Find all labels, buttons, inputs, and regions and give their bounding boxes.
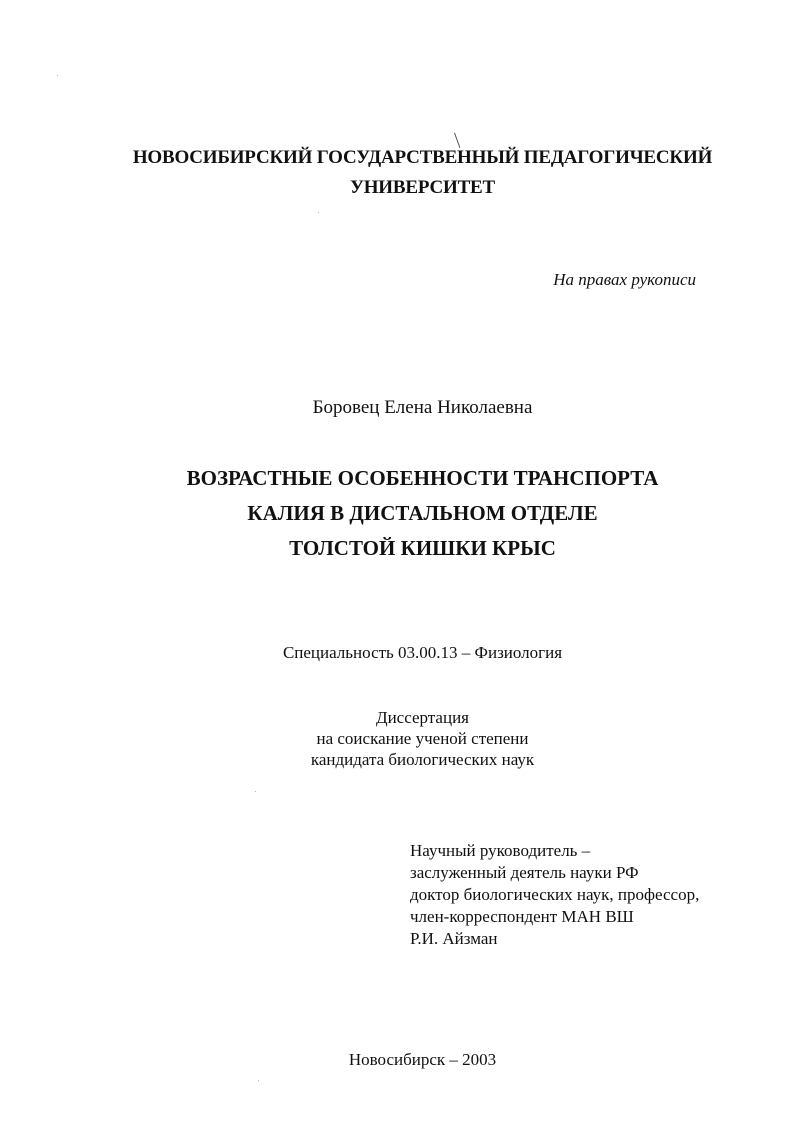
author-name: Боровец Елена Николаевна xyxy=(312,397,533,418)
institution-header xyxy=(0,143,793,203)
thesis-title xyxy=(0,461,793,566)
supervisor-block xyxy=(410,840,750,950)
specialty-line: Специальность 03.00.13 – Физиология xyxy=(282,643,563,662)
thesis-line-2: на соискание ученой степени xyxy=(316,729,529,748)
manuscript-note: На правах рукописи xyxy=(553,270,696,289)
thesis-line-3: кандидата биологических наук xyxy=(310,750,535,769)
supervisor-line-4: член-корреспондент МАН ВШ xyxy=(410,907,634,926)
supervisor-line-2: заслуженный деятель науки РФ xyxy=(410,863,639,882)
title-line-1: ВОЗРАСТНЫЕ ОСОБЕННОСТИ ТРАНСПОРТА xyxy=(186,466,659,490)
title-line-3: ТОЛСТОЙ КИШКИ КРЫС xyxy=(289,536,556,560)
thesis-line-1: Диссертация xyxy=(375,708,469,727)
thesis-degree-block xyxy=(0,707,793,770)
scan-speck xyxy=(318,212,319,213)
scan-speck xyxy=(258,1080,259,1081)
supervisor-line-5: Р.И. Айзман xyxy=(410,929,498,948)
city-year: Новосибирск – 2003 xyxy=(348,1050,497,1069)
institution-line-1: НОВОСИБИРСКИЙ ГОСУДАРСТВЕННЫЙ ПЕДАГОГИЧЕСКИЙ xyxy=(132,147,713,168)
scan-speck xyxy=(57,75,58,76)
institution-line-2: УНИВЕРСИТЕТ xyxy=(349,177,495,198)
scan-speck xyxy=(255,791,256,792)
supervisor-line-3: доктор биологических наук, профессор, xyxy=(410,885,700,904)
supervisor-line-1: Научный руководитель – xyxy=(410,841,591,860)
title-line-2: КАЛИЯ В ДИСТАЛЬНОМ ОТДЕЛЕ xyxy=(247,501,598,525)
